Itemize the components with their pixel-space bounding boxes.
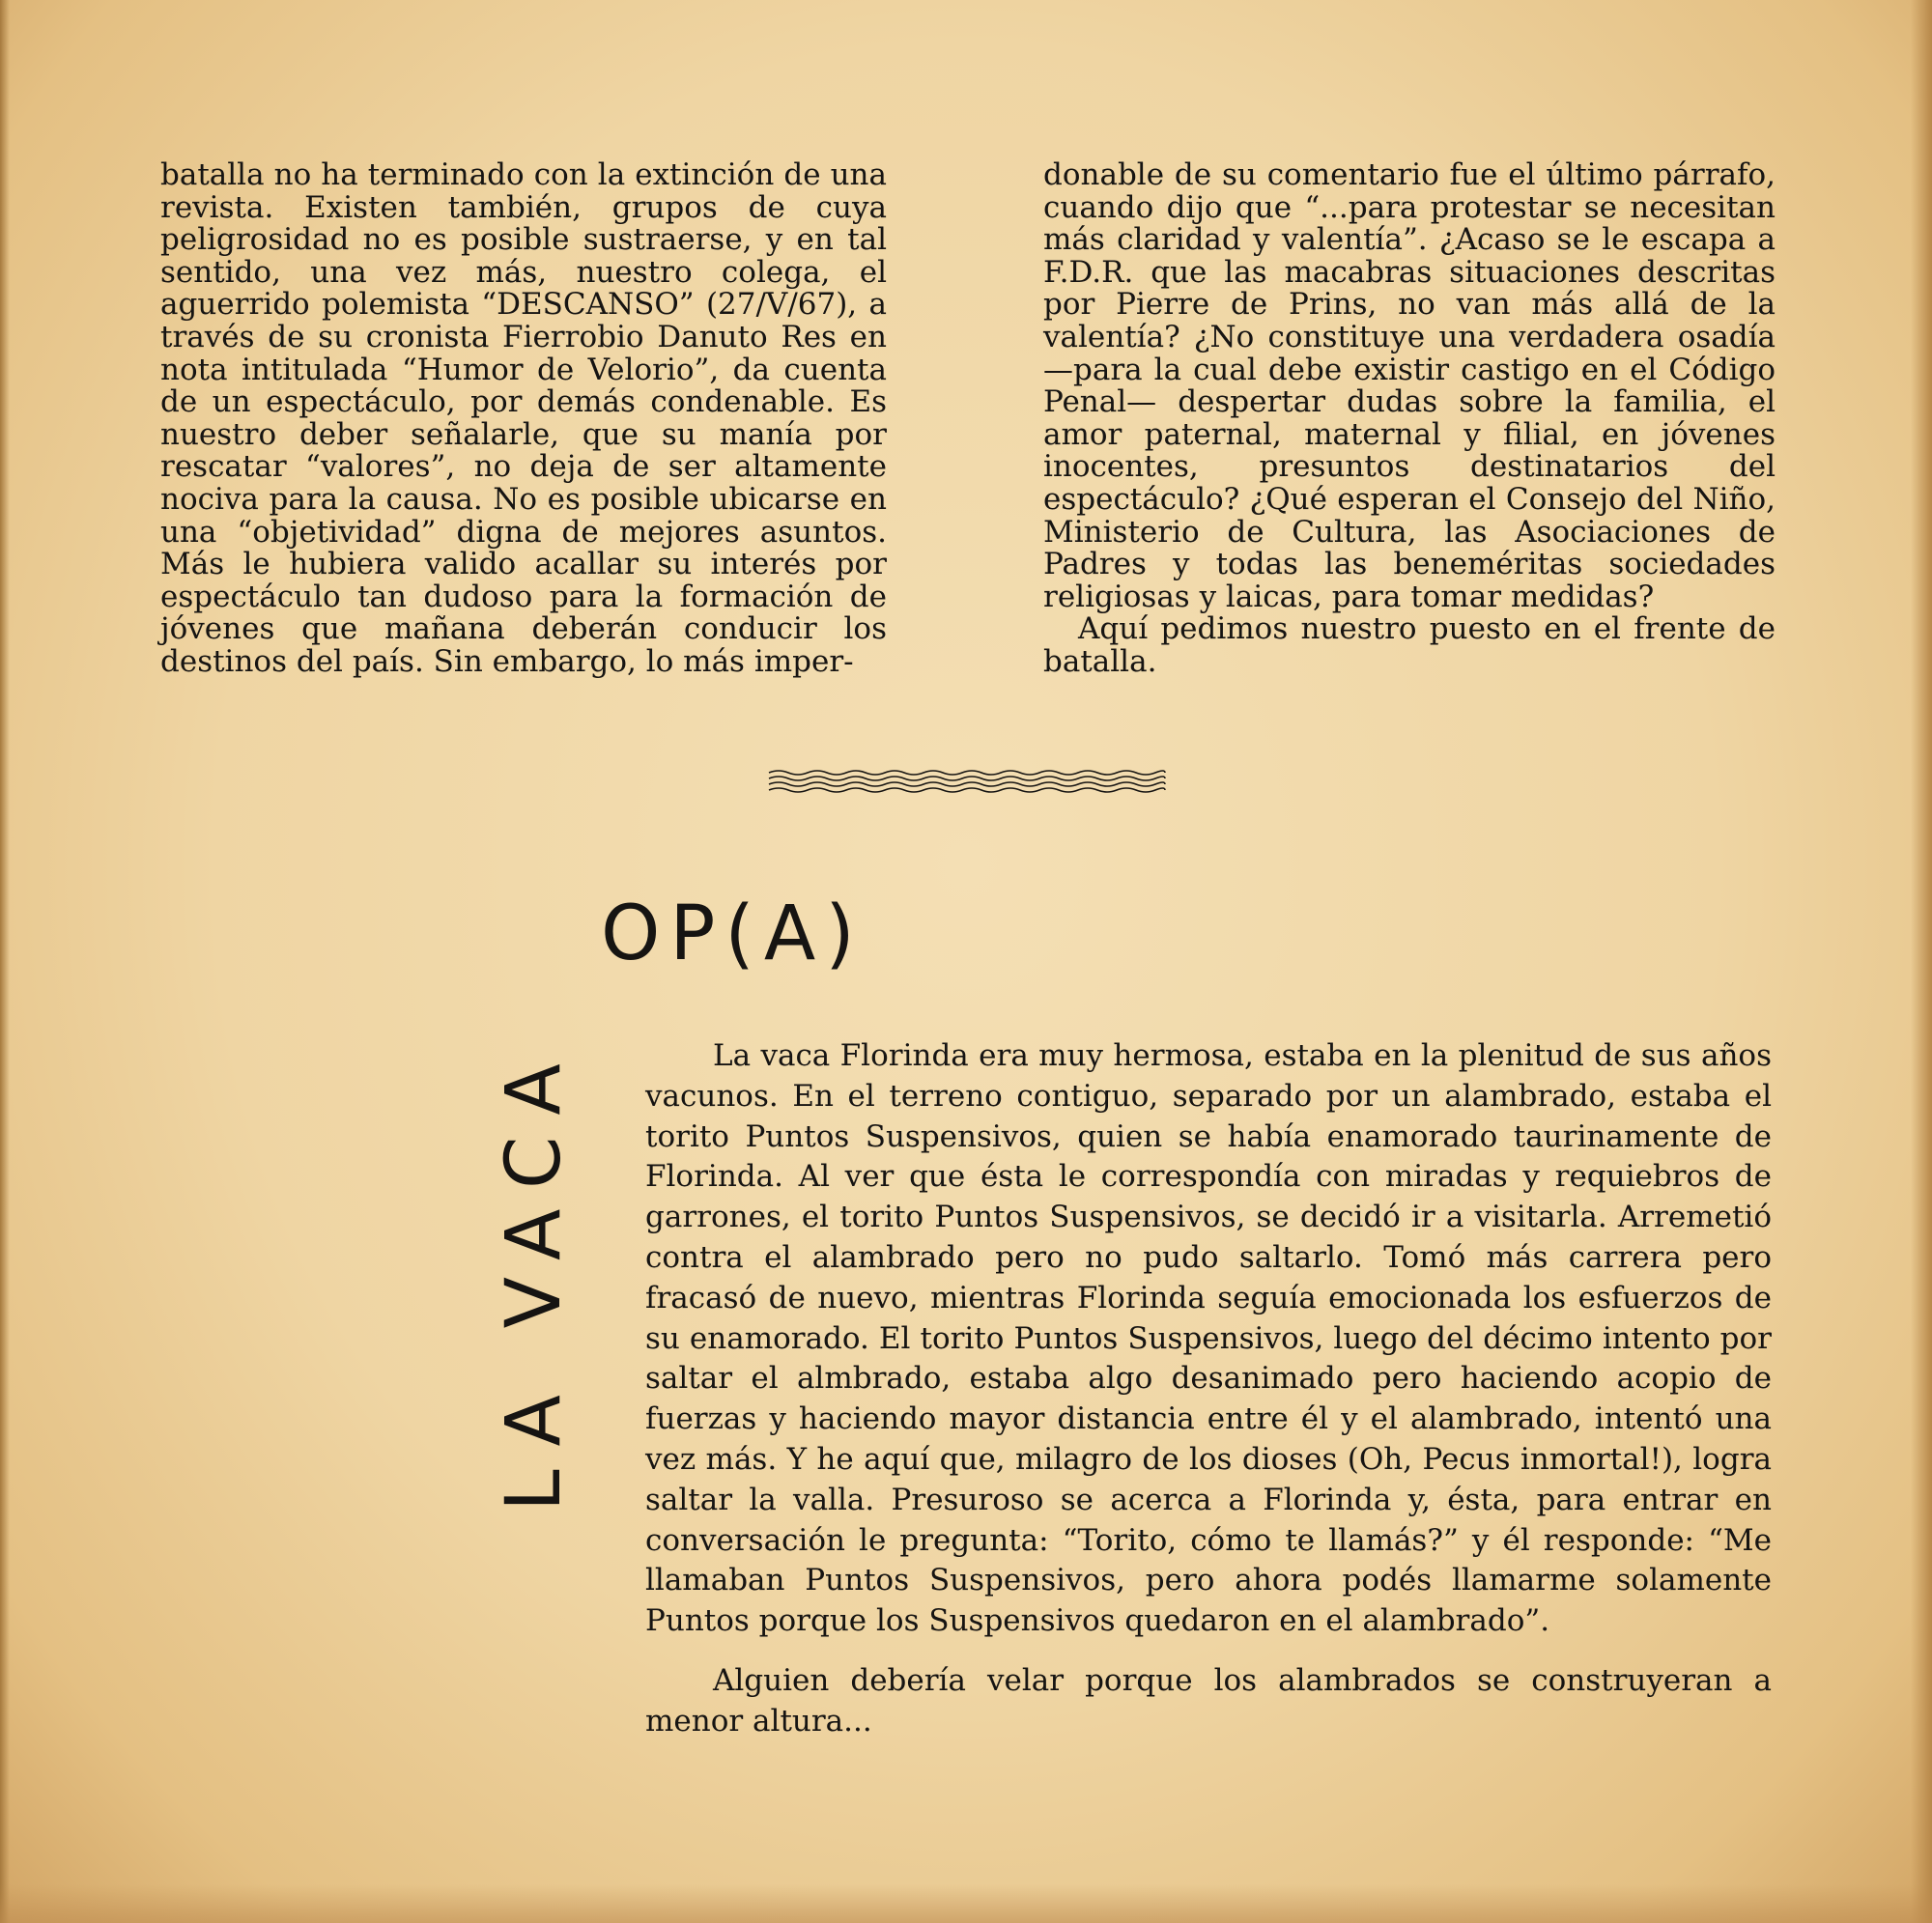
story-side-title-text: LA VACA	[491, 1042, 578, 1512]
wavy-divider	[767, 769, 1167, 794]
story-title: OP(A)	[601, 891, 865, 977]
story-paragraph-1: La vaca Florinda era muy hermosa, estaba en la plenitud de sus años vacunos. En el terreno contiguo, separado por un alambrado, estaba el torito Puntos Suspensivos, quien se había enamorado taurinamente de Florinda. Al ver que ésta le correspondía con miradas y requiebros de garrones, el torito Puntos Suspensivos, se decidó ir a visitarla. Arremetió contra el alambrado pero no pudo saltarlo. Tomó más carrera pero fracasó de nuevo, mientras Florinda seguía emocionada los esfuerzos de su enamorado. El torito Puntos Suspensivos, luego del décimo intento por saltar el almbrado, estaba algo desanimado pero haciendo acopio de fuerzas y haciendo mayor distancia entre él y el alambrado, intentó una vez más. Y he aquí que, milagro de los dioses (Oh, Pecus inmortal!), logra saltar la valla. Presuroso se acerca a Florinda y, ésta, para entrar en conversación le pregunta: “Torito, cómo te llamás?” y él responde: “Me llamaban Puntos Suspensivos, pero ahora podés llamarme solamente Puntos porque los Suspensivos quedaron en el alambrado”.	[645, 1038, 1772, 1639]
article-left-column	[160, 159, 887, 679]
article-left-text: batalla no ha terminado con la extinción de una revista. Existen también, grupos de cuya peligrosidad no es posible sustraerse, y en tal sentido, una vez más, nuestro colega, el aguerrido polemista “DESCANSO” (27/V/67), a través de su cronista Fierrobio Danuto Res en nota intitulada “Humor de Velorio”, da cuenta de un espectáculo, por demás condenable. Es nuestro deber señalarle, que su manía por rescatar “valores”, no deja de ser altamente nociva para la causa. No es posible ubicarse en una “objetividad” digna de mejores asuntos. Más le hubiera valido acallar su interés por espectáculo tan dudoso para la formación de jóvenes que mañana deberán conducir los destinos del país. Sin embargo, lo más imper-	[160, 157, 887, 679]
page-edge-right	[1911, 0, 1932, 1923]
article-right-column	[1043, 159, 1776, 679]
page-edge-left	[0, 0, 10, 1923]
article-closing-line: Aquí pedimos nuestro puesto en el frente de batalla.	[1043, 611, 1776, 679]
page-edge-bottom	[0, 1884, 1932, 1923]
article-right-text: donable de su comentario fue el último párrafo, cuando dijo que “...para protestar se necesitan más claridad y valentía”. ¿Acaso se le escapa a F.D.R. que las macabras situaciones descritas por Pierre de Prins, no van más allá de la valentía? ¿No constituye una verdadera osadía —para la cual debe existir castigo en el Código Penal— despertar dudas sobre la familia, el amor paternal, maternal y filial, en jóvenes inocentes, presuntos destinatarios del espectáculo? ¿Qué esperan el Consejo del Niño, Ministerio de Cultura, las Asociaciones de Padres y todas las beneméritas sociedades religiosas y laicas, para tomar medidas?	[1043, 157, 1776, 614]
story-body	[645, 1036, 1772, 1742]
story-paragraph-2: Alguien debería velar porque los alambrados se construyeran a menor altura...	[645, 1662, 1772, 1739]
